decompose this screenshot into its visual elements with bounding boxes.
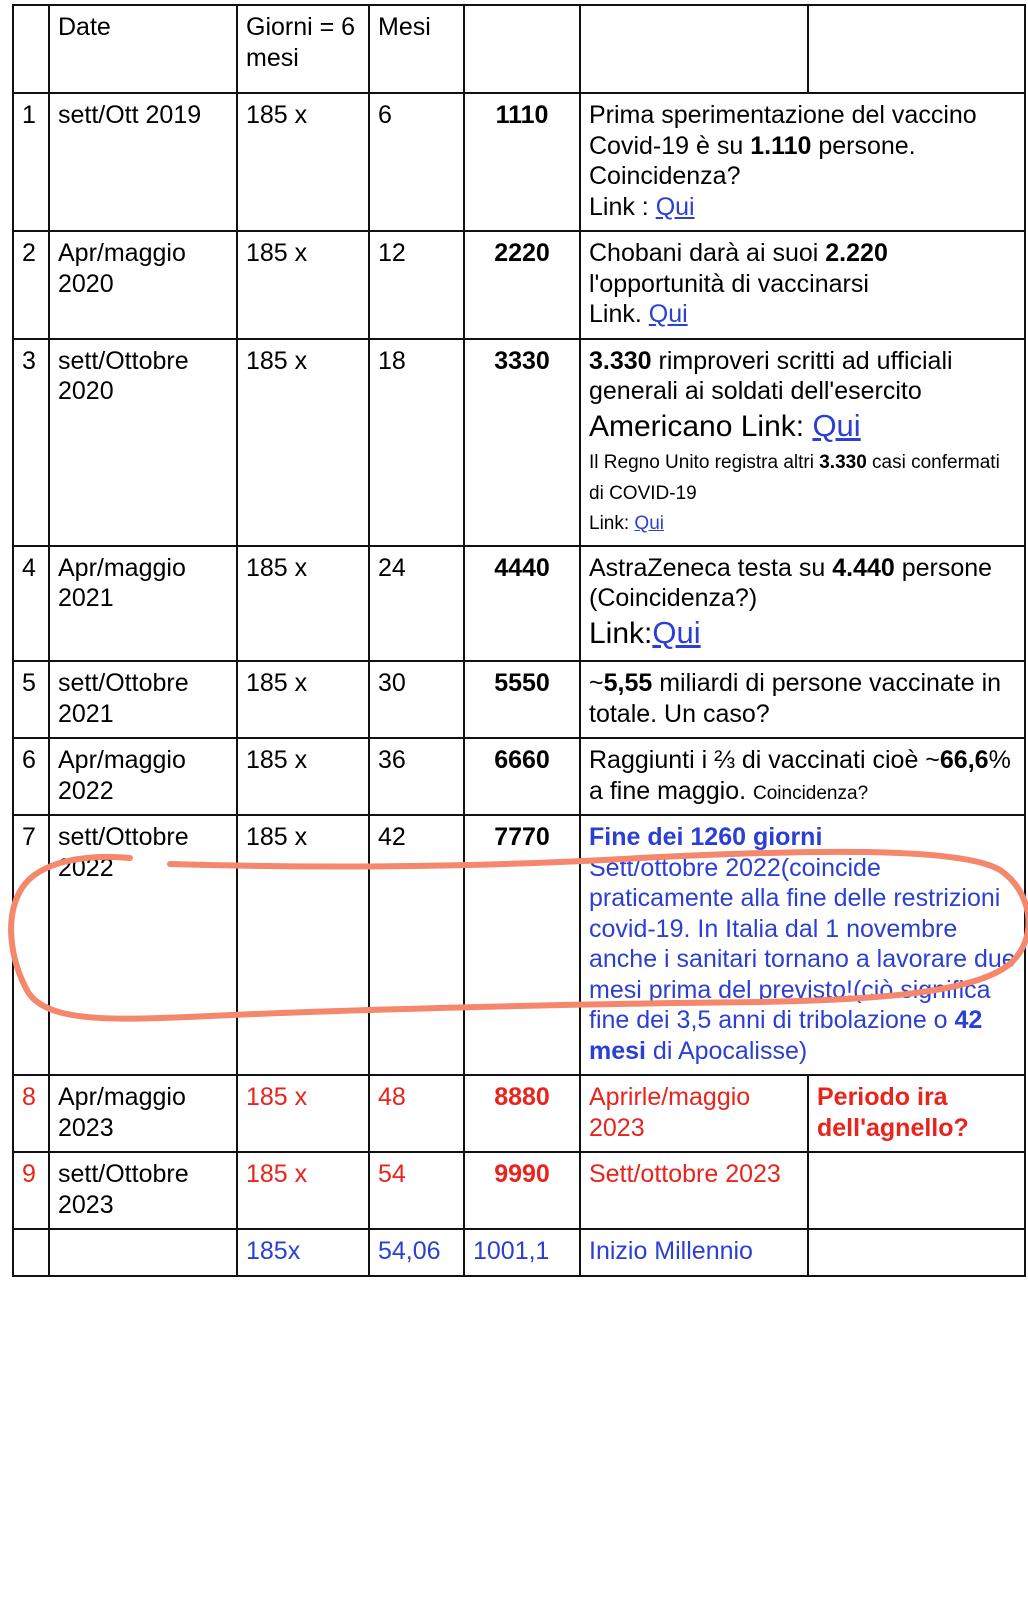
table-row [13,93,1025,231]
row-giorni: 185x [237,1229,369,1276]
row-index [13,1229,49,1276]
desc-text-bold: 4.440 [832,553,895,582]
link-label: Link. [589,300,649,328]
row-giorni: 185 x [237,93,369,231]
desc-body-bold: 42 mesi [589,1006,983,1065]
row-total: 1110 [464,93,580,231]
row-giorni: 185 x [237,231,369,339]
row-total: 6660 [464,738,580,815]
row-giorni: 185 x [237,661,369,738]
row-total: 9990 [464,1152,580,1229]
header-cell-description [580,5,808,93]
row-date [49,1229,237,1276]
row-date: sett/Ottobre 2022 [49,815,237,1075]
row-giorni: 185 x [237,815,369,1075]
link-qui[interactable]: Qui [652,614,701,650]
row-total: 7770 [464,815,580,1075]
desc-text-post: l'opportunità di vaccinarsi [589,269,869,298]
table-row [13,1075,1025,1152]
desc-text-bold: 66,6 [939,746,989,775]
row-date: Apr/maggio 2020 [49,231,237,339]
row-index: 1 [13,93,49,231]
desc-text-post: persone. Coincidenza? [589,131,916,190]
desc-text-bold: 2.220 [825,239,888,267]
desc-text-post: % a fine maggio. [589,746,1011,805]
link-qui-2[interactable]: Qui [634,513,664,535]
header-cell-note [808,5,1025,93]
row-date: Apr/maggio 2022 [49,738,237,815]
row-description [580,546,1025,662]
row-description [580,661,1025,738]
desc-text-line3-bold: 3.330 [819,452,867,474]
row-mesi: 18 [369,339,464,546]
header-cell-index [13,5,49,93]
link-qui[interactable]: Qui [648,300,688,328]
desc-text-bold: 5,55 [603,669,653,698]
desc-body-1: Sett/ottobre 2022(coincide praticamente alla fine delle restrizioni covid-19. In Italia dal 1 novembre anche i sanitari tornano a lavorare due mesi prima del previsto!(ciò significa fine dei 3,5 anni di tribolazione o [589,853,1016,1035]
row-index: 2 [13,231,49,339]
row-note [808,1229,1025,1276]
row-description: Sett/ottobre 2023 [580,1152,808,1229]
header-cell-giorni: Giorni = 6 mesi [237,5,369,93]
row-total: 3330 [464,339,580,546]
desc-text-line2: Americano Link: [589,409,813,443]
row-index: 7 [13,815,49,1075]
row-date: sett/Ottobre 2023 [49,1152,237,1229]
row-description: Inizio Millennio [580,1229,808,1276]
row-note [808,1152,1025,1229]
row-mesi: 42 [369,815,464,1075]
header-cell-date: Date [49,5,237,93]
row-date: sett/Ott 2019 [49,93,237,231]
row-mesi: 36 [369,738,464,815]
desc-text-bold: 1.110 [750,131,812,160]
row-mesi: 24 [369,546,464,662]
table-row [13,546,1025,662]
row-giorni: 185 x [237,738,369,815]
row-giorni: 185 x [237,339,369,546]
table-row [13,1152,1025,1229]
row-date: sett/Ottobre 2021 [49,661,237,738]
link-qui[interactable]: Qui [655,192,695,221]
desc-body-2: di Apocalisse) [645,1036,808,1065]
row-total: 4440 [464,546,580,662]
link-label: Link : [589,192,656,221]
row-description [580,93,1025,231]
row-mesi: 12 [369,231,464,339]
row-index: 8 [13,1075,49,1152]
table-row [13,815,1025,1075]
row-index: 6 [13,738,49,815]
row-total: 5550 [464,661,580,738]
row-total: 1001,1 [464,1229,580,1276]
row-total: 2220 [464,231,580,339]
row-mesi: 48 [369,1075,464,1152]
row-description [580,231,1025,339]
row-index: 5 [13,661,49,738]
link-qui[interactable]: Qui [812,407,861,443]
table-row [13,339,1025,546]
link-label: Link: [589,616,653,650]
row-index: 3 [13,339,49,546]
desc-text-post: persone (Coincidenza?) [589,553,993,613]
desc-text-line3-post: casi confermati di COVID-19 [589,452,1000,504]
table-header-row [13,5,1025,93]
desc-text-post: miliardi di persone vaccinate in totale. Un caso? [589,669,1002,728]
desc-text-pre: Raggiunti i ⅔ di vaccinati cioè ~ [589,746,940,775]
row-note: Periodo ira dell'agnello? [808,1075,1025,1152]
desc-text-pre: AstraZeneca testa su [589,553,833,582]
desc-title: Fine dei 1260 giorni [589,823,823,852]
row-total: 8880 [464,1075,580,1152]
row-mesi: 54 [369,1152,464,1229]
desc-text-pre: Prima sperimentazione del vaccino Covid-19 è su [589,101,977,160]
row-description [580,738,1025,815]
row-date: Apr/maggio 2023 [49,1075,237,1152]
row-date: sett/Ottobre 2020 [49,339,237,546]
desc-text-bold: 3.330 [589,346,652,375]
desc-text-post: rimproveri scritti ad ufficiali generali ai soldati dell'esercito [589,346,953,405]
link-label-2: Link: [589,513,635,535]
row-giorni: 185 x [237,1075,369,1152]
table-row [13,1229,1025,1276]
row-mesi: 30 [369,661,464,738]
row-description: Aprirle/maggio 2023 [580,1075,808,1152]
row-date: Apr/maggio 2021 [49,546,237,662]
table-row [13,738,1025,815]
row-index: 4 [13,546,49,662]
header-cell-mesi: Mesi [369,5,464,93]
table-row [13,661,1025,738]
row-giorni: 185 x [237,546,369,662]
row-description [580,339,1025,546]
row-index: 9 [13,1152,49,1229]
header-cell-total [464,5,580,93]
row-mesi: 6 [369,93,464,231]
desc-text-pre: ~ [589,669,604,698]
data-table [12,4,1026,1277]
desc-text-line3-pre: Il Regno Unito registra altri [589,452,820,474]
desc-text-small: Coincidenza? [753,782,869,804]
row-description [580,815,1025,1075]
row-giorni: 185 x [237,1152,369,1229]
document-sheet [0,4,1028,1604]
row-mesi: 54,06 [369,1229,464,1276]
table-row [13,231,1025,339]
desc-text-pre: Chobani darà ai suoi [589,239,826,267]
